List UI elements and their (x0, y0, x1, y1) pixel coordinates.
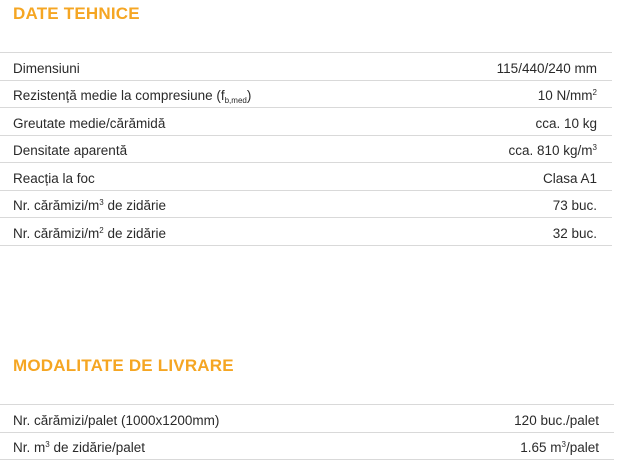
row-value: 120 buc./palet (514, 412, 599, 428)
row-label: Nr. $m^3$ de zidărie/palet (13, 440, 146, 455)
table-row (0, 191, 612, 219)
tech-table (0, 52, 612, 246)
table-row (0, 163, 612, 191)
table-row (0, 108, 612, 136)
table-row (0, 53, 612, 81)
row-value: Clasa A1 (542, 170, 597, 186)
row-value: 32 buc. (552, 225, 597, 241)
delivery-table (0, 404, 614, 460)
table-row (0, 433, 614, 461)
row-label: Reacția la foc (13, 170, 95, 186)
row-value: 10 $N/mm^2$ (537, 88, 597, 103)
table-row (0, 81, 612, 109)
row-value: 73 buc. (552, 198, 597, 213)
row-value: 1.65 $m^3$/palet (520, 440, 599, 455)
row-value: 115/440/240 mm (496, 60, 597, 76)
row-value: cca. 10 kg (535, 115, 597, 131)
row-label: Nr. cărămizi/$m^2$ de zidărie (13, 225, 167, 241)
row-label: Nr. cărămizi/palet (1000x1200mm) (13, 412, 220, 428)
row-label: Densitate aparentă (13, 143, 128, 158)
row-label: Rezistență medie la compresiune $(f_{b,med})$ (13, 88, 252, 105)
table-row (0, 405, 614, 433)
row-label: Greutate medie/cărămidă (13, 115, 166, 131)
row-label: Nr. cărămizi/$m^3$ de zidărie (13, 198, 167, 213)
table-row (0, 136, 612, 164)
delivery-section-title: MODALITATE DE LIVRARE (13, 356, 234, 375)
tech-section-title: DATE TEHNICE (13, 4, 140, 23)
row-value: cca. 810 $kg/m^3$ (508, 143, 597, 158)
row-label: Dimensiuni (13, 60, 80, 76)
table-row (0, 218, 612, 246)
